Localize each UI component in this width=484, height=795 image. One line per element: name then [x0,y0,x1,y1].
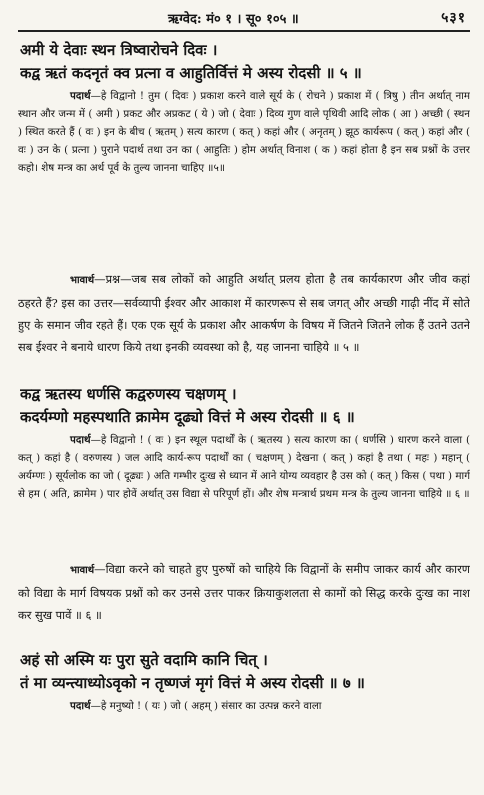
mantra-5-line-2: कद्व ऋतं कदनृतं क्व प्रत्ना व आहुतिर्वित्तं मे अस्य रोदसी ॥ ५ ॥ [20,64,362,82]
padartha-6-text: —हे विद्वानो ! ( वः ) इन स्थूल पदार्थों के ( ऋतस्य ) सत्य कारण का ( धर्णसि ) धारण करने वाला ( कत् ) कहां है ( वरुणस्य ) जल आदि कार्य-रूप पदार्थों का ( चक्षणम् ) देखना ( कत् ) कहां है तथा ( महः ) महान् ( अर्यम्णः ) सूर्यलोक का जो ( दूढ्यः ) अति गम्भीर दुःख से ध्यान में आने योग्य व्यवहार है उस को ( कत् ) किस ( पथा ) मार्ग से हम ( अति, क्रामेम ) पार होवें अर्थात् उस विद्या से परिपूर्ण हों। और शेष मन्त्रार्थ प्रथम मन्त्र के तुल्य जानना चाहिये ॥ ६ ॥ [18,434,470,500]
mantra-6-line-2: कदर्यम्णो महस्पथाति क्रामेम दूढ्यो वित्तं मे अस्य रोदसी ॥ ६ ॥ [20,408,355,426]
padartha-6 [18,431,470,557]
mantra-6-line-1: कद्व ऋतस्य धर्णसि कद्वरुणस्य चक्षणम् । [20,385,237,403]
page-number: ५३१ [441,10,466,26]
mantra-5-line-1: अमी ये देवाः स्थन त्रिष्वारोचने दिवः । [20,41,218,59]
padartha-5 [18,87,470,267]
bhavartha-5 [18,268,470,382]
bhavartha-label: भावार्थ [70,275,95,286]
bhavartha-6-text: —विद्या करने को चाहते हुए पुरुषों को चाहिये कि विद्वानों के समीप जाकर कार्य और कारण को विद्या के मार्ग विषयक प्रश्नों को कर उनसे उत्तर पाकर क्रियाकुशलता से कामों को सिद्ध करके दुःख का नाश कर सुख पावें ॥ ६ ॥ [18,562,470,622]
padartha-label: पदार्थ [70,90,91,102]
running-header [18,6,470,32]
padartha-5-text: —हे विद्वानो ! तुम ( दिवः ) प्रकाश करने वाले सूर्य के ( रोचने ) प्रकाश में ( त्रिषु ) तीन अर्थात् नाम स्थान और जन्म में ( अमी ) प्रकट और अप्रकट ( ये ) जो ( देवाः ) दिव्य गुण वाले पृथिवी आदि लोक ( आ ) अच्छी ( स्थन ) स्थित करते हैं ( वः ) इन के बीच ( ऋतम् ) सत्य कारण ( कत् ) कहां और ( अनृतम् ) झूठ कार्यरूप ( कत् ) कहां और ( वः ) उन के ( प्रत्ना ) पुराने पदार्थ तथा उन का ( आहुतिः ) होम अर्थात् विनाश ( क ) कहां होता है इन सब प्रश्नों के उत्तर कहो। शेष मन्त्र का अर्थ पूर्व के तुल्य जानना चाहिए ॥५॥ [18,90,470,174]
running-title: ऋग्वेद: मं० १ । सू० १०५ ॥ [168,12,299,27]
bhavartha-label: भावार्थ [70,565,95,576]
padartha-label: पदार्थ [70,434,91,446]
padartha-7-text: —हे मनुष्यो ! ( यः ) जो ( अहम् ) संसार का उत्पन्न करने वाला [90,700,322,712]
bhavartha-6 [18,558,470,648]
padartha-label: पदार्थ [70,700,91,712]
bhavartha-5-text: —प्रश्न—जब सब लोकों को आहुति अर्थात् प्रलय होता है तब कार्यकारण और जीव कहां ठहरते हैं? इस का उत्तर—सर्वव्यापी ईश्वर और आकाश में कारणरूप से सब जगत् और अच्छी गाढ़ी नींद में सोते हुए के समान जीव रहते हैं। एक एक सूर्य के प्रकाश और आकर्षण के विषय में जितने जितने लोक हैं उतने उतने सब ईश्वर ने बनाये धारण किये तथा इनकी व्यवस्था को है, यह जानना चाहिये ॥ ५ ॥ [18,272,470,354]
mantra-7-line-1: अहं सो अस्मि यः पुरा सुते वदामि कानि चित् । [20,651,268,669]
mantra-7-line-2: तं मा व्यन्त्याध्योऽवृको न तृष्णजं मृगं वित्तं मे अस्य रोदसी ॥ ७ ॥ [20,674,365,692]
padartha-7 [18,697,470,719]
